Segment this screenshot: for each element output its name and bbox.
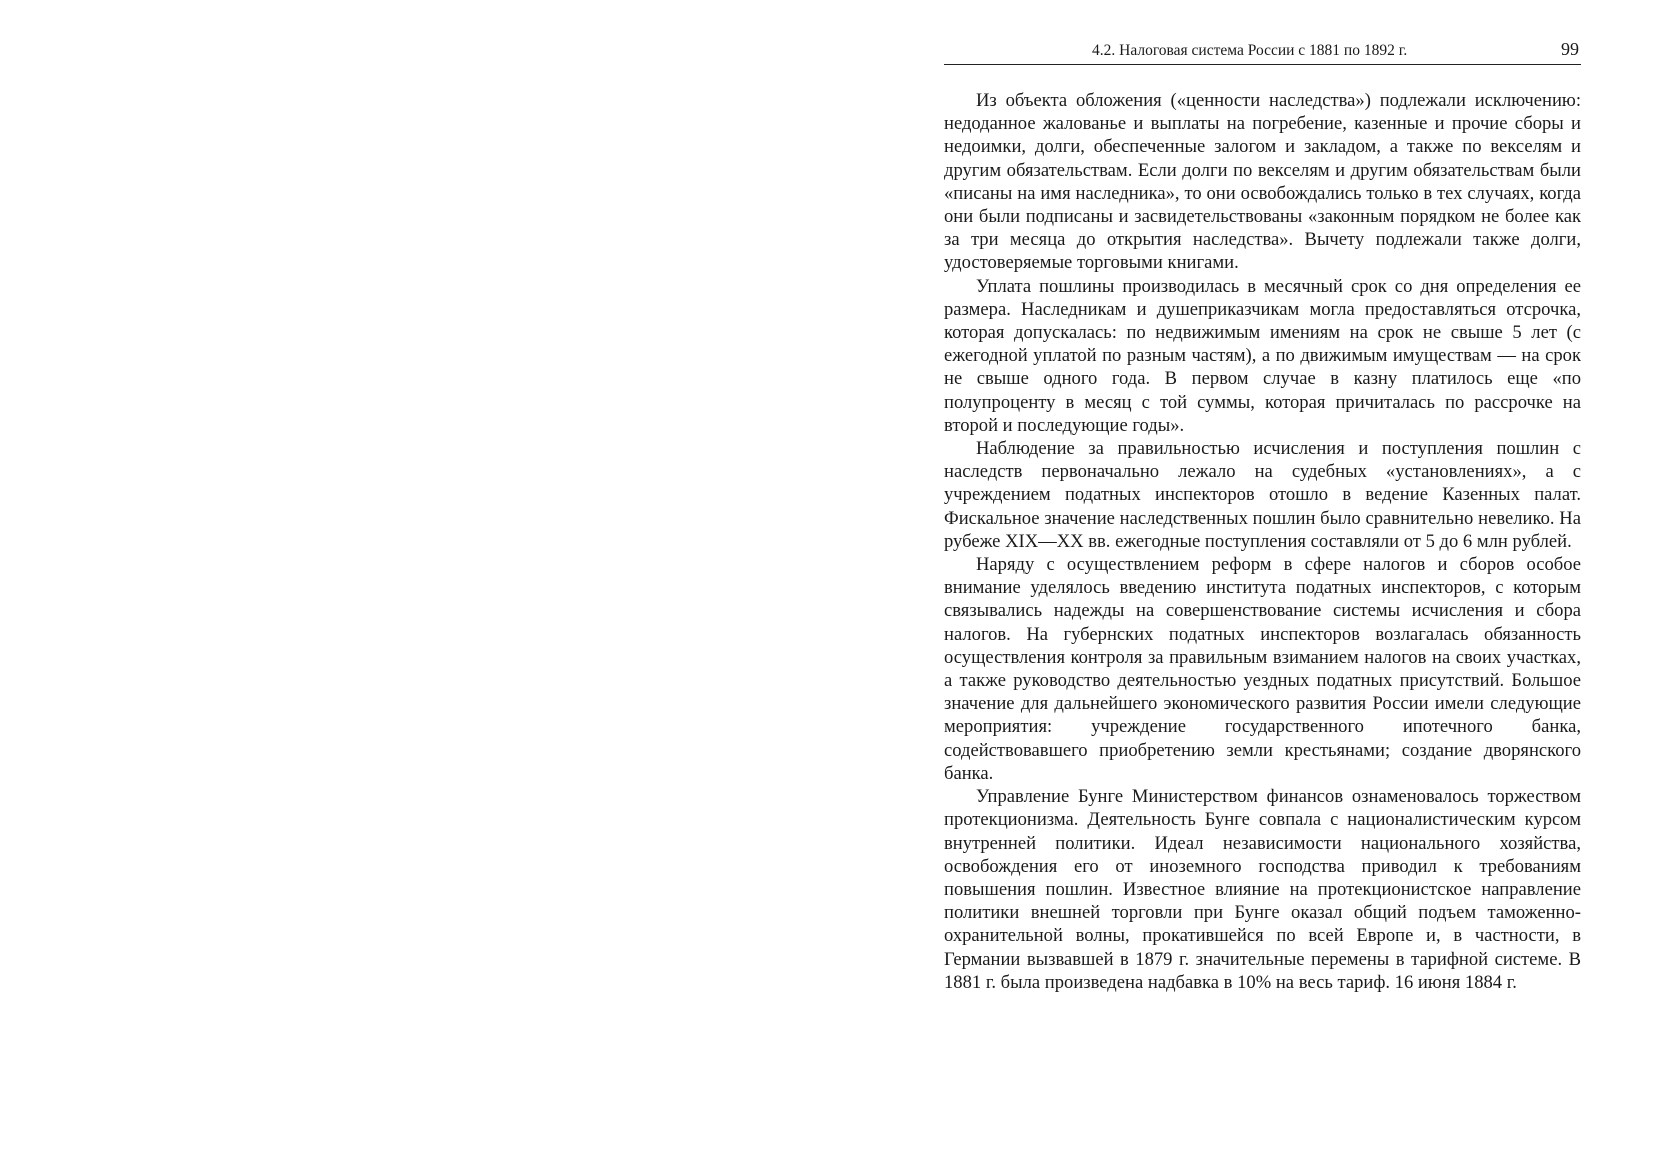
paragraph: Из объекта обложения («ценности наследства») подлежали исключению: недоданное жалованье и выплаты на погребение, казенные и прочие сборы и недоимки, долги, обеспеченные залогом и закладом, а также по векселям и другим обязательствам. Если долги по векселям и другим обязательствам были «писаны на имя наследника», то они освобождались только в тех случаях, когда они были подписаны и засвидетельствованы «законным порядком не более как за три месяца до открытия наследства». Вычету подлежали также долги, удостоверяемые торговыми книгами.: [944, 90, 1581, 274]
paragraph: Наблюдение за правильностью исчисления и поступления пошлин с наследств первоначально лежало на судебных «установлениях», а с учреждением податных инспекторов отошло в ведение Казенных палат. Фискальное значение наследственных пошлин было сравнительно невелико. На рубеже XIX—XX вв. ежегодные поступления составляли от 5 до 6 млн рублей.: [944, 438, 1581, 552]
paragraph: Уплата пошлины производилась в месячный срок со дня определения ее размера. Наследникам и душеприказчикам могла предоставляться отсрочка, которая допускалась: по недвижимым имениям на срок не свыше 5 лет (с ежегодной уплатой по разным частям), а по движимым имуществам — на срок не свыше одного года. В первом случае в казну платилось еще «по полупроценту в месяц с той суммы, которая причиталась по рассрочке на второй и последующие годы».: [944, 275, 1581, 436]
page-number: 99: [1561, 39, 1579, 59]
paragraph: Наряду с осуществлением реформ в сфере налогов и сборов особое внимание уделялось введению института податных инспекторов, с которым связывались надежды на совершенствование системы исчисления и сбора налогов. На губернских податных инспекторов возлагалась обязанность осуществления контроля за правильным взиманием налогов на своих участках, а также руководство деятельностью уездных податных присутствий. Большое значение для дальнейшего экономического развития России имели следующие мероприятия: учреждение государственного ипотечного банка, содействовавшего приобретению земли крестьянами; создание дворянского банка.: [944, 554, 1581, 784]
running-header: [944, 38, 1581, 65]
paragraph: Управление Бунге Министерством финансов ознаменовалось торжеством протекционизма. Деятельность Бунге совпала с националистическим курсом внутренней политики. Идеал независимости национального хозяйства, освобождения его от иноземного господства приводил к требованиям повышения пошлин. Известное влияние на протекционистское направление политики внешней торговли при Бунге оказал общий подъем таможенно-охранительной волны, прокатившейся по всей Европе и, в частности, в Германии вызвавшей в 1879 г. значительные перемены в тарифной системе. В 1881 г. была произведена надбавка в 10% на весь тариф. 16 июня 1884 г.: [944, 786, 1581, 993]
book-page: [944, 38, 1581, 994]
body-text: [944, 89, 1581, 994]
running-title: 4.2. Налоговая система России с 1881 по 1892 г.: [1092, 42, 1408, 59]
